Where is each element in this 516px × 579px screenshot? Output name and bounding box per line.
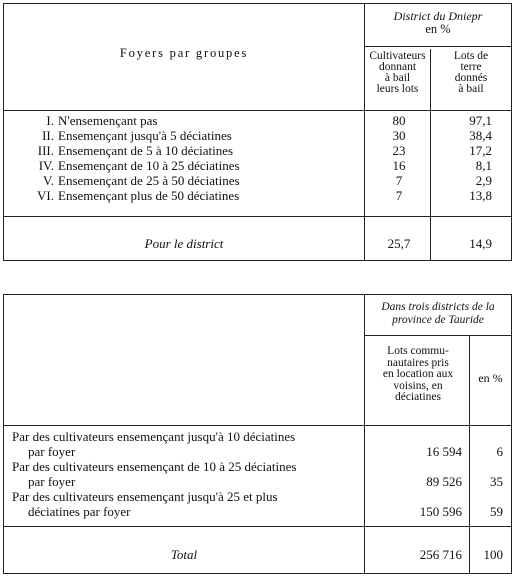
- row-label: Par des cultivateurs ensemençant jusqu'à 25 et plus: [12, 489, 278, 504]
- table-tauride: [3, 294, 512, 574]
- row-label: Ensemençant plus de 50 déciatines: [58, 188, 240, 203]
- cell-value: 38,4: [469, 128, 492, 143]
- table-row: [24, 113, 157, 128]
- table-row: [24, 158, 240, 173]
- header-bottom-rule: [4, 425, 511, 426]
- total-value: 14,9: [469, 236, 492, 251]
- header-divider: [364, 46, 511, 47]
- row-label: Ensemençant jusqu'à 5 déciatines: [58, 128, 232, 143]
- row-number: II.: [42, 128, 54, 143]
- cell-value: 35: [490, 474, 503, 489]
- total-value: 25,7: [387, 236, 411, 251]
- total-rule: [4, 216, 511, 217]
- column-header-percent: en %: [478, 371, 503, 385]
- row-label: N'ensemençant pas: [58, 113, 158, 128]
- row-number: IV.: [38, 158, 54, 173]
- row-number: V.: [43, 173, 54, 188]
- header-line: en location aux: [382, 368, 454, 380]
- header-line: terre: [460, 61, 482, 73]
- header-line: à bail: [384, 72, 411, 84]
- row-label: Par des cultivateurs ensemençant jusqu'à 10 déciatines: [12, 429, 296, 444]
- cell-value: 2,9: [475, 173, 492, 188]
- row-number: III.: [37, 143, 54, 158]
- cell-value: 150 596: [419, 504, 462, 519]
- cell-value: 16: [392, 158, 406, 173]
- cell-value: 59: [490, 504, 503, 519]
- header-line: Lots de: [453, 50, 489, 62]
- table-row: [12, 429, 367, 459]
- cell-value: 16 594: [426, 444, 462, 459]
- row-number: I.: [46, 113, 54, 128]
- table-row: [12, 459, 367, 489]
- cell-value: 7: [395, 188, 403, 203]
- table-row: [12, 489, 367, 519]
- header-region: [365, 301, 511, 327]
- cell-value: 17,2: [469, 143, 492, 158]
- row-label: par foyer: [28, 444, 76, 459]
- cell-value: 6: [496, 444, 503, 459]
- cell-value: 80: [392, 113, 406, 128]
- row-label: Ensemençant de 5 à 10 déciatines: [58, 143, 234, 158]
- total-label: Total: [170, 547, 198, 562]
- cell-value: 8,1: [475, 158, 492, 173]
- header-line: donnant: [378, 61, 417, 73]
- row-number: VI.: [37, 188, 54, 203]
- header-region: [365, 10, 511, 36]
- header-line: à bail: [458, 83, 484, 95]
- column-header-lots: [431, 51, 511, 95]
- column-header-lots-communautaires: [366, 346, 470, 404]
- header-line: province de Tauride: [392, 314, 484, 326]
- table-row: [24, 143, 233, 158]
- cell-value: 7: [395, 173, 403, 188]
- row-label: déciatines par foyer: [28, 504, 131, 519]
- cell-value: 13,8: [469, 188, 492, 203]
- unit-label: en %: [425, 22, 451, 36]
- region-label: District du Dniepr: [393, 9, 483, 23]
- column-header-cultivateurs: [365, 51, 430, 95]
- column-header-foyers: Foyers par groupes: [119, 46, 249, 60]
- table-row: [24, 188, 239, 203]
- header-line: leurs lots: [376, 83, 419, 95]
- header-line: Lots commu-: [387, 345, 449, 357]
- table-district-dniepr: [3, 3, 512, 261]
- table-row: [24, 173, 240, 188]
- row-label: Ensemençant de 25 à 50 déciatines: [58, 173, 240, 188]
- total-rule: [4, 526, 511, 527]
- column-divider: [364, 4, 365, 260]
- total-label: Pour le district: [144, 236, 224, 251]
- header-line: nautaires pris: [387, 356, 449, 369]
- table-row: [24, 128, 232, 143]
- row-label: Ensemençant de 10 à 25 déciatines: [58, 158, 240, 173]
- cell-value: 97,1: [469, 113, 492, 128]
- total-value: 100: [483, 547, 503, 562]
- header-line: donnés: [454, 72, 488, 84]
- header-line: Cultivateurs: [369, 50, 426, 62]
- cell-value: 30: [392, 128, 406, 143]
- cell-value: 23: [392, 143, 406, 158]
- header-line: déciatines: [395, 391, 441, 403]
- header-line: Dans trois districts de la: [381, 301, 495, 313]
- header-bottom-rule: [4, 110, 511, 111]
- row-label: Par des cultivateurs ensemençant de 10 à 25 déciatines: [12, 459, 297, 474]
- row-label: par foyer: [28, 474, 76, 489]
- total-value: 256 716: [419, 547, 462, 562]
- cell-value: 89 526: [426, 474, 462, 489]
- header-line: voisins, en: [393, 379, 443, 392]
- header-divider: [364, 335, 511, 336]
